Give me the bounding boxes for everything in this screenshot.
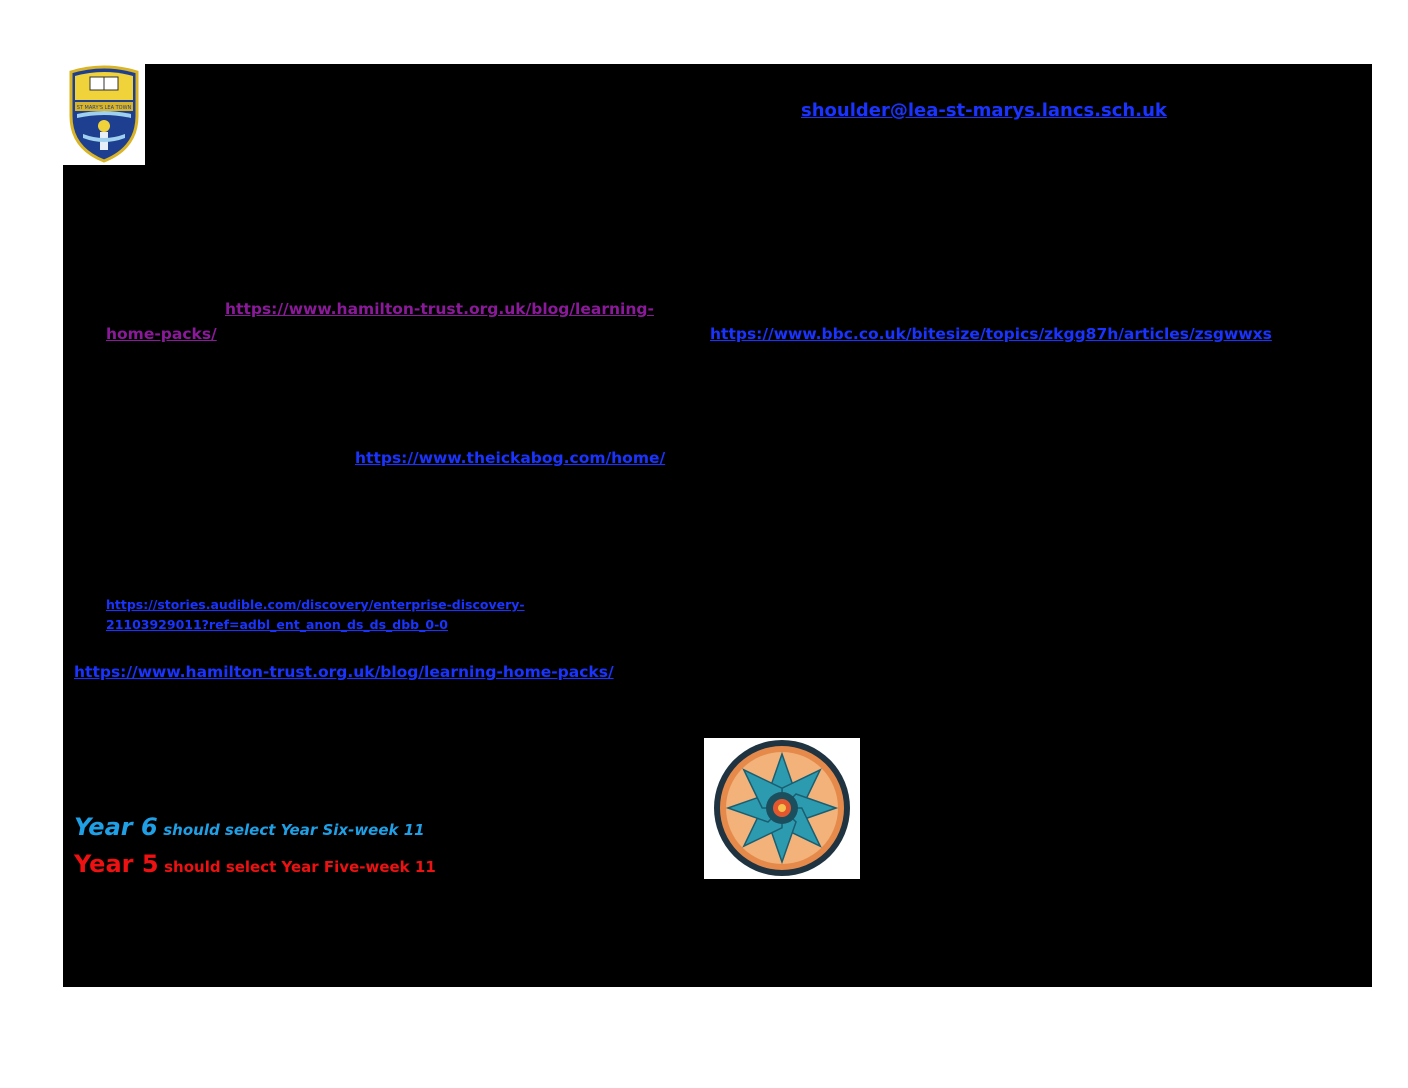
bbc-bitesize-link[interactable]: https://www.bbc.co.uk/bitesize/topics/zkgg87h/articles/zsgwwxs xyxy=(710,325,1272,343)
hamilton-trust-link-full[interactable]: https://www.hamilton-trust.org.uk/blog/learning-home-packs/ xyxy=(74,663,614,681)
year6-guidance xyxy=(74,815,425,839)
year5-text: should select Year Five-week 11 xyxy=(164,858,436,876)
mosaic-star-image xyxy=(704,738,860,879)
document-page xyxy=(63,64,1372,987)
audible-stories-link-line2[interactable]: 21103929011?ref=adbl_ent_anon_ds_ds_dbb_0-0 xyxy=(106,617,448,632)
year6-label: Year 6 xyxy=(74,813,158,841)
logo-text: ST MARY'S LEA TOWN xyxy=(76,105,132,111)
year5-label: Year 5 xyxy=(74,850,159,878)
hamilton-trust-link-line2[interactable]: home-packs/ xyxy=(106,325,217,343)
audible-stories-link-line1[interactable]: https://stories.audible.com/discovery/enterprise-discovery- xyxy=(106,597,525,612)
ickabog-link[interactable]: https://www.theickabog.com/home/ xyxy=(355,449,666,467)
hamilton-trust-link-line1[interactable]: https://www.hamilton-trust.org.uk/blog/learning- xyxy=(225,300,654,318)
school-crest-icon xyxy=(63,64,145,165)
year5-guidance xyxy=(74,852,436,876)
year6-text: should select Year Six-week 11 xyxy=(163,821,425,839)
email-link[interactable]: shoulder@lea-st-marys.lancs.sch.uk xyxy=(801,100,1167,121)
